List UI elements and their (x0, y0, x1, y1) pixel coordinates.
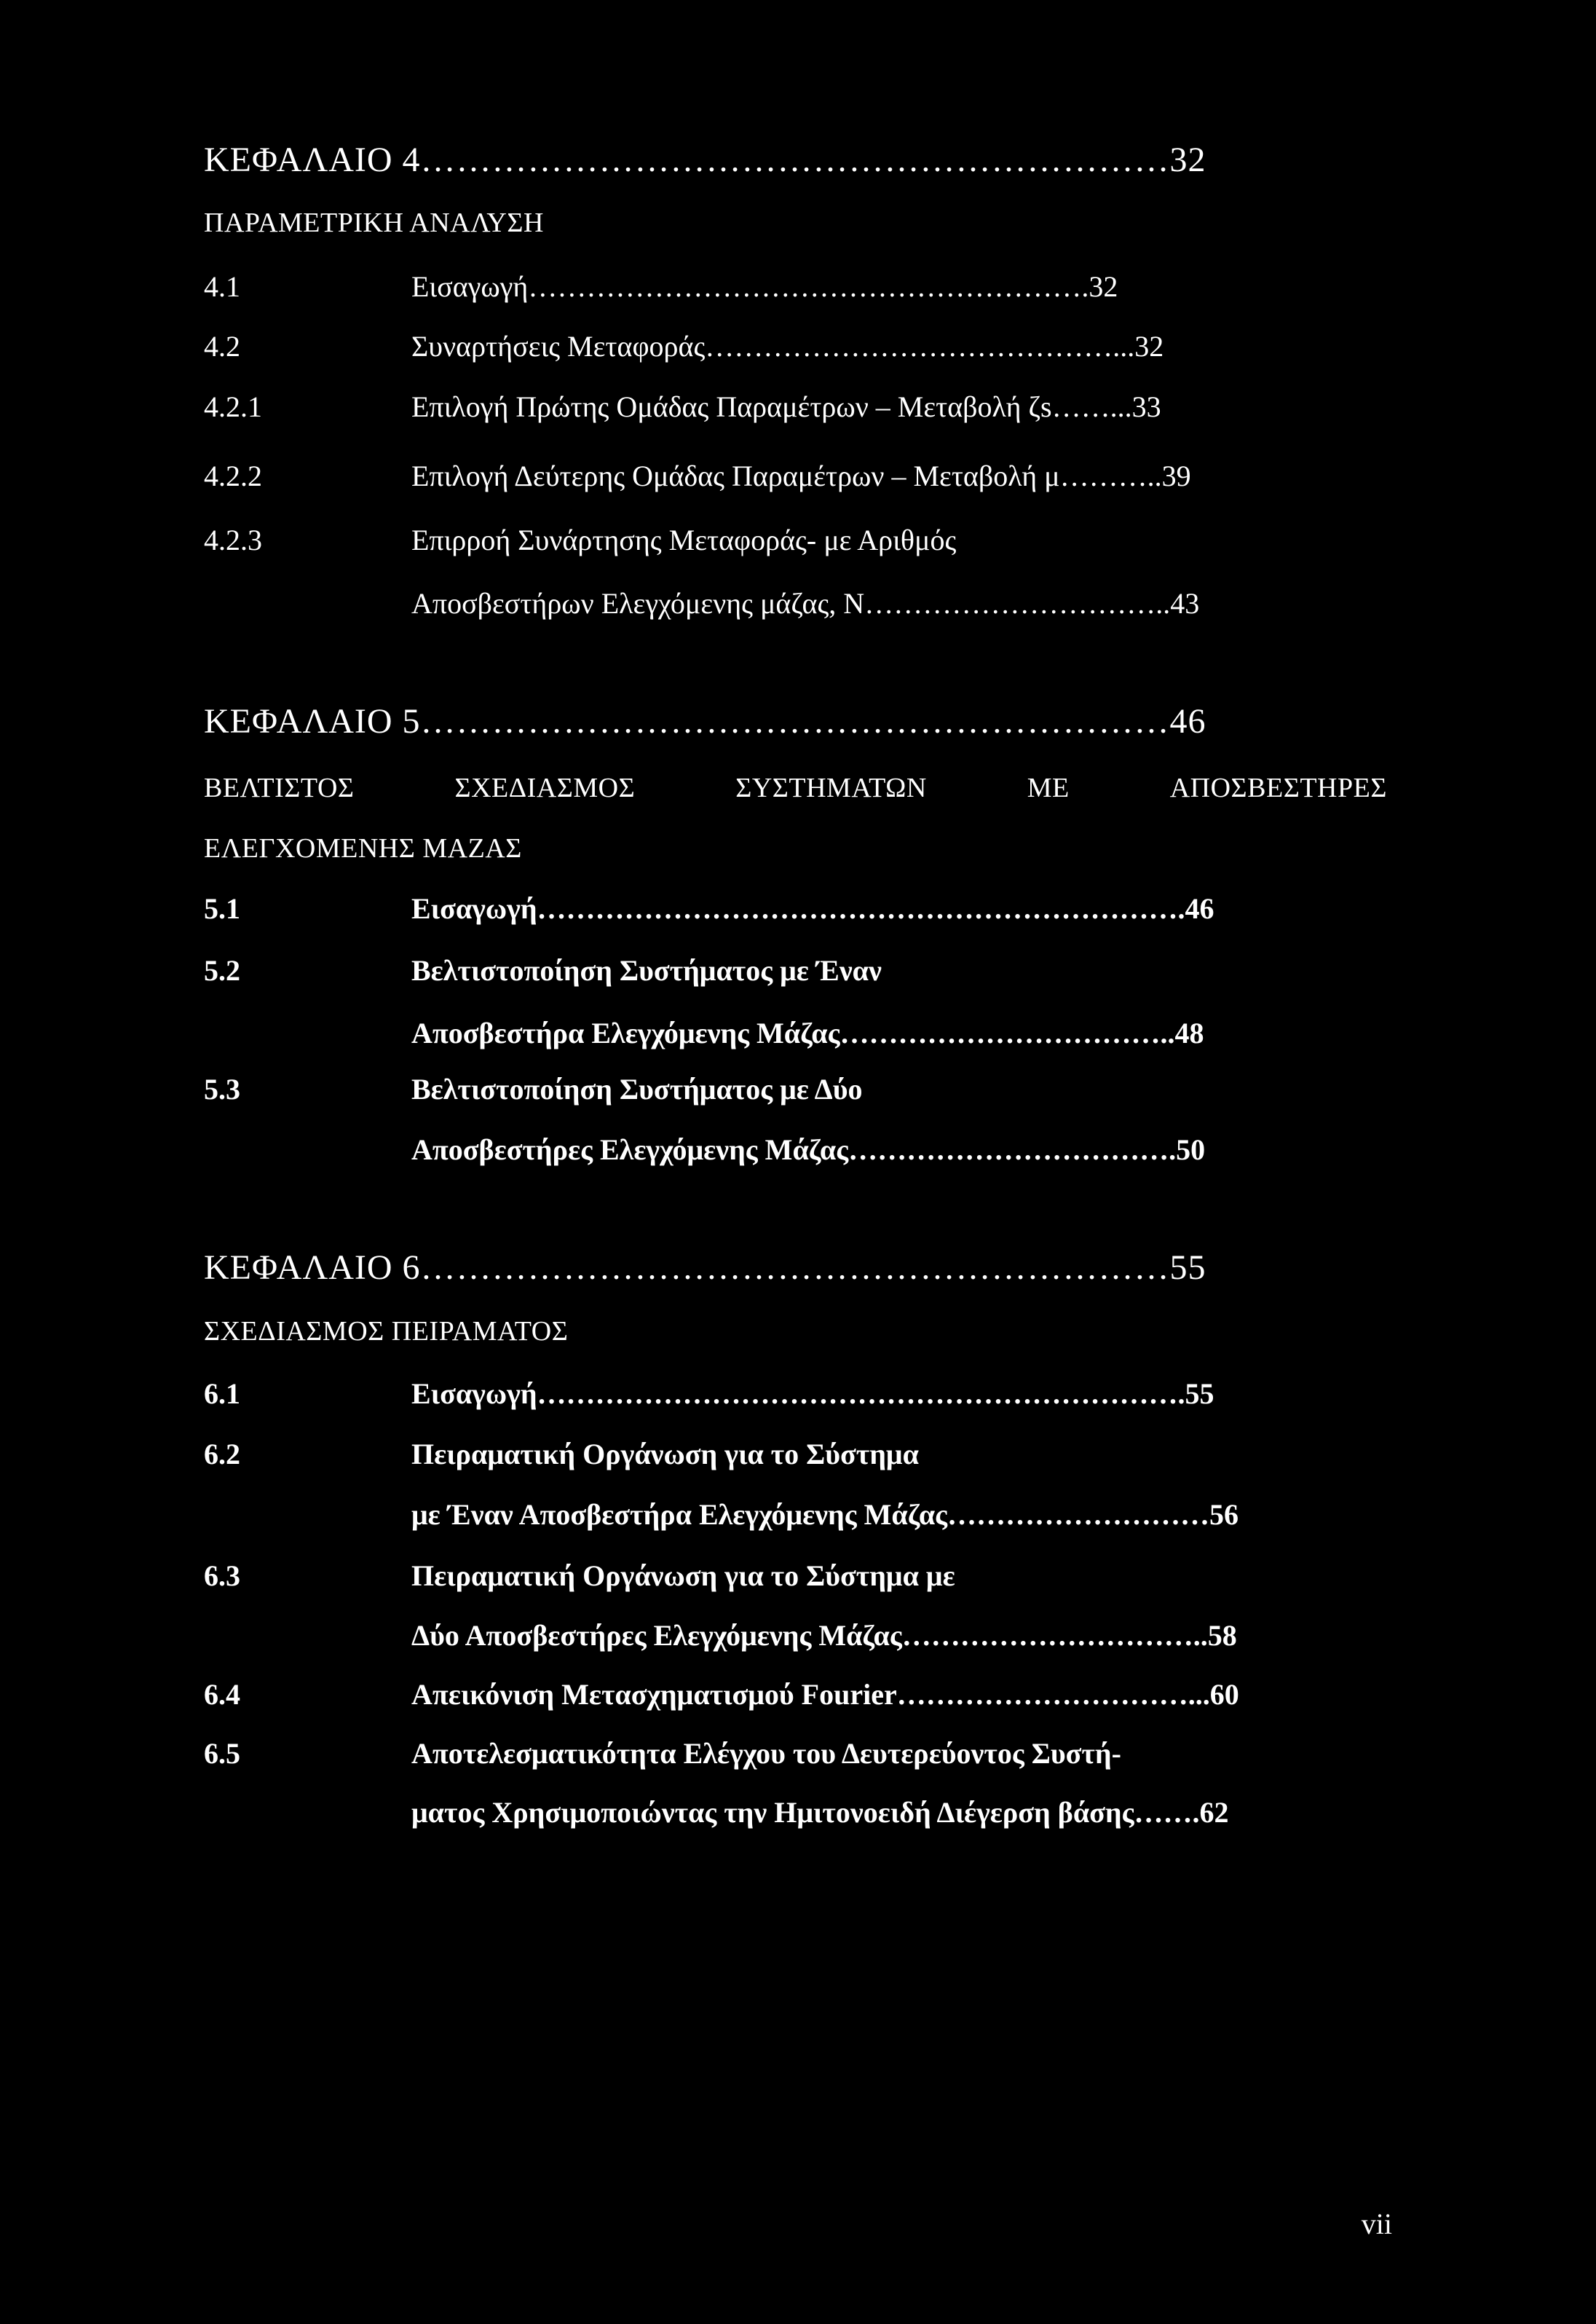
subtitle-word: ΒΕΛΤΙΣΤΟΣ (204, 773, 355, 803)
entry-text-continued: ματος Χρησιμοποιώντας την Ημιτονοειδή Διέγερση βάσης…….62 (411, 1796, 1229, 1829)
entry-number: 6.5 (204, 1737, 240, 1770)
chapter-5-subtitle-line-2: ΕΛΕΓΧΟΜΕΝΗΣ ΜΑΖΑΣ (204, 833, 522, 864)
entry-number: 4.2.1 (204, 390, 262, 423)
entry-number: 5.3 (204, 1073, 240, 1106)
entry-text: Συναρτήσεις Μεταφοράς……………………………………...32 (411, 330, 1164, 363)
subtitle-word: ΑΠΟΣΒΕΣΤΗΡΕΣ (1169, 773, 1387, 803)
subtitle-word: ΣΧΕΔΙΑΣΜΟΣ (454, 773, 636, 803)
chapter-6-heading: ΚΕΦΑΛΑΙΟ 6………………………………………………………55 (204, 1248, 1206, 1287)
chapter-6-subtitle: ΣΧΕΔΙΑΣΜΟΣ ΠΕΙΡΑΜΑΤΟΣ (204, 1316, 569, 1347)
subtitle-word: ΣΥΣΤΗΜΑΤΩΝ (735, 773, 927, 803)
entry-number: 6.3 (204, 1559, 240, 1592)
entry-number: 4.1 (204, 270, 240, 303)
page-number: vii (1361, 2207, 1392, 2240)
chapter-5-heading: ΚΕΦΑΛΑΙΟ 5………………………………………………………46 (204, 702, 1206, 741)
entry-text: Εισαγωγή………………………………………………………….46 (411, 892, 1214, 925)
entry-number: 5.1 (204, 892, 240, 925)
entry-number: 6.1 (204, 1377, 240, 1410)
entry-text: Επιλογή Δεύτερης Ομάδας Παραμέτρων – Μεταβολή μ………..39 (411, 460, 1191, 492)
entry-text: Βελτιστοποίηση Συστήματος με Έναν (411, 954, 882, 987)
chapter-4-heading: ΚΕΦΑΛΑΙΟ 4………………………………………………………32 (204, 141, 1206, 179)
subtitle-word: ΜΕ (1027, 773, 1070, 803)
entry-text: Πειραματική Οργάνωση για το Σύστημα με (411, 1559, 955, 1592)
entry-number: 4.2.3 (204, 524, 262, 556)
entry-text-continued: Δύο Αποσβεστήρες Ελεγχόμενης Μάζας…………………………..58 (411, 1619, 1237, 1652)
entry-text: Επιλογή Πρώτης Ομάδας Παραμέτρων – Μεταβολή ζs……...33 (411, 390, 1161, 423)
entry-number: 4.2.2 (204, 460, 262, 492)
entry-text: Εισαγωγή………………………………………………………….55 (411, 1377, 1214, 1410)
entry-number: 6.2 (204, 1438, 240, 1470)
entry-text-continued: με Έναν Αποσβεστήρα Ελεγχόμενης Μάζας………………………56 (411, 1498, 1239, 1531)
chapter-5-subtitle (204, 772, 1387, 804)
entry-text: Επιρροή Συνάρτησης Μεταφοράς- με Αριθμός (411, 524, 957, 556)
entry-text: Απεικόνιση Μετασχηματισμού Fourier…………………………...60 (411, 1678, 1239, 1711)
entry-number: 6.4 (204, 1678, 240, 1711)
entry-text: Βελτιστοποίηση Συστήματος με Δύο (411, 1073, 863, 1106)
chapter-4-subtitle: ΠΑΡΑΜΕΤΡΙΚΗ ΑΝΑΛΥΣΗ (204, 208, 544, 238)
entry-text-continued: Αποσβεστήρες Ελεγχόμενης Μάζας…………………………….50 (411, 1133, 1206, 1166)
entry-text-continued: Αποσβεστήρων Ελεγχόμενης μάζας, N…………………………..43 (411, 587, 1200, 620)
entry-number: 4.2 (204, 330, 240, 363)
entry-text: Εισαγωγή………………………………………………….32 (411, 270, 1118, 303)
entry-text: Αποτελεσματικότητα Ελέγχου του Δευτερεύοντος Συστή- (411, 1737, 1121, 1770)
entry-text: Πειραματική Οργάνωση για το Σύστημα (411, 1438, 919, 1470)
entry-number: 5.2 (204, 954, 240, 987)
entry-text-continued: Αποσβεστήρα Ελεγχόμενης Μάζας……………………………..48 (411, 1017, 1204, 1049)
